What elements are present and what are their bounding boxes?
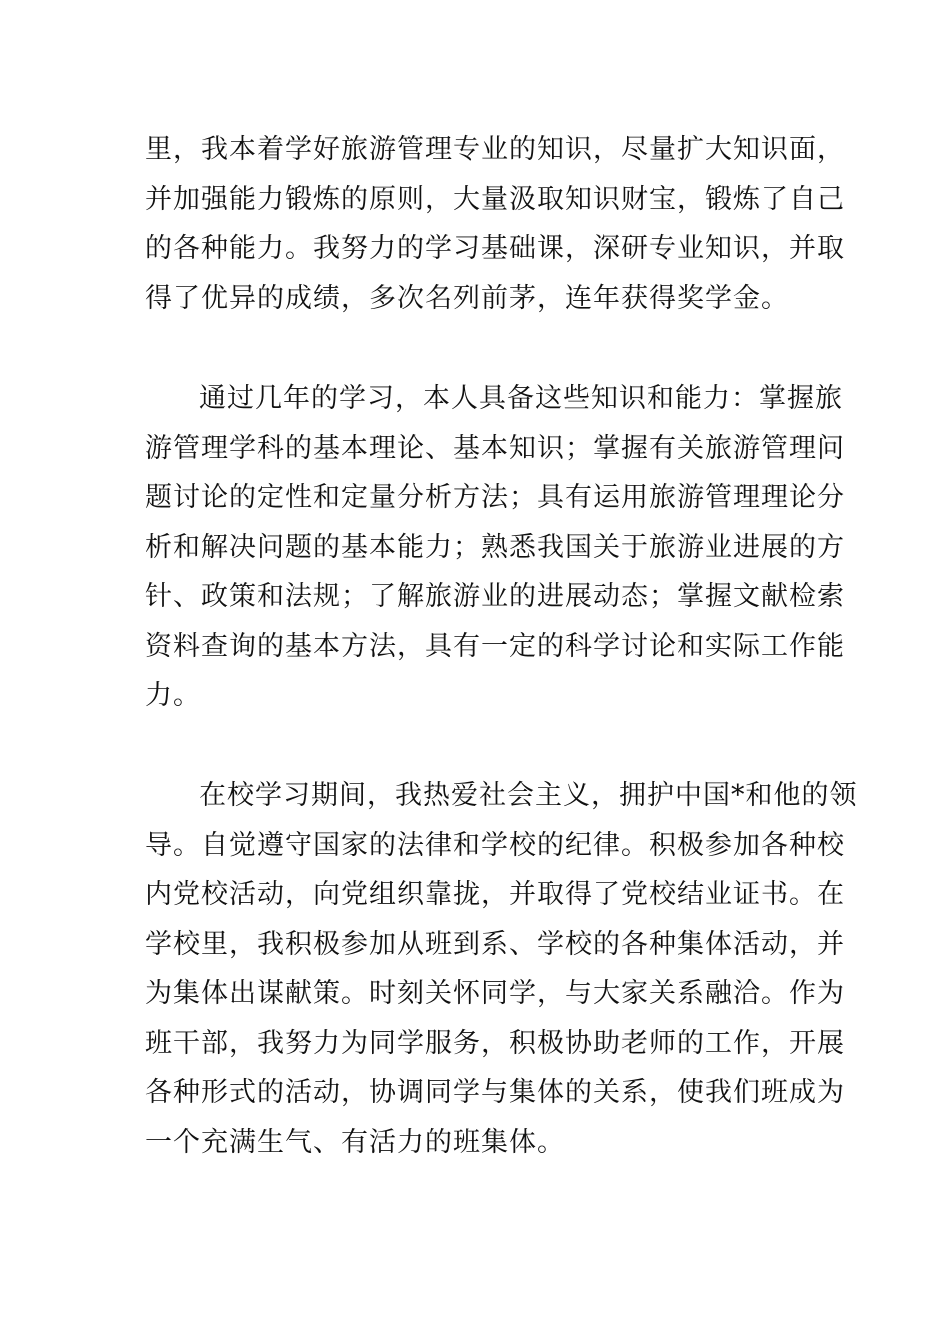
text-line: 针、政策和法规；了解旅游业的进展动态；掌握文献检索 [145,581,845,612]
text-line: 内党校活动，向党组织靠拢，并取得了党校结业证书。在 [145,879,845,910]
paragraph-continuation [145,125,845,323]
text-line: 在校学习期间，我热爱社会主义，拥护中国*和他的领 [199,780,858,811]
text-line: 资料查询的基本方法，具有一定的科学讨论和实际工作能 [145,630,845,662]
text-line: 游管理学科的基本理论、基本知识；掌握有关旅游管理问 [145,432,845,464]
text-line: 一个充满生气、有活力的班集体。 [145,1126,565,1158]
text-line: 为集体出谋献策。时刻关怀同学，与大家关系融洽。作为 [145,978,845,1009]
paragraph-school-life [145,771,858,1167]
text-line: 析和解决问题的基本能力；熟悉我国关于旅游业进展的方 [145,531,845,563]
text-line: 里，我本着学好旅游管理专业的知识，尽量扩大知识面， [145,134,845,165]
text-line: 各种形式的活动，协调同学与集体的关系，使我们班成为 [145,1077,845,1108]
text-line: 导。自觉遵守国家的法律和学校的纪律。积极参加各种校 [145,829,845,861]
text-line: 并加强能力锻炼的原则，大量汲取知识财宝，锻炼了自己 [145,183,845,215]
text-line: 的各种能力。我努力的学习基础课，深研专业知识，并取 [145,233,845,264]
text-line: 得了优异的成绩，多次名列前茅，连年获得奖学金。 [145,282,789,314]
text-line: 力。 [145,680,201,711]
text-line: 班干部，我努力为同学服务，积极协助老师的工作，开展 [145,1027,845,1059]
paragraph-knowledge-abilities [145,374,845,721]
text-line: 通过几年的学习，本人具备这些知识和能力：掌握旅 [199,383,843,414]
text-line: 题讨论的定性和定量分析方法；具有运用旅游管理理论分 [145,482,845,513]
text-line: 学校里，我积极参加从班到系、学校的各种集体活动，并 [145,928,845,960]
